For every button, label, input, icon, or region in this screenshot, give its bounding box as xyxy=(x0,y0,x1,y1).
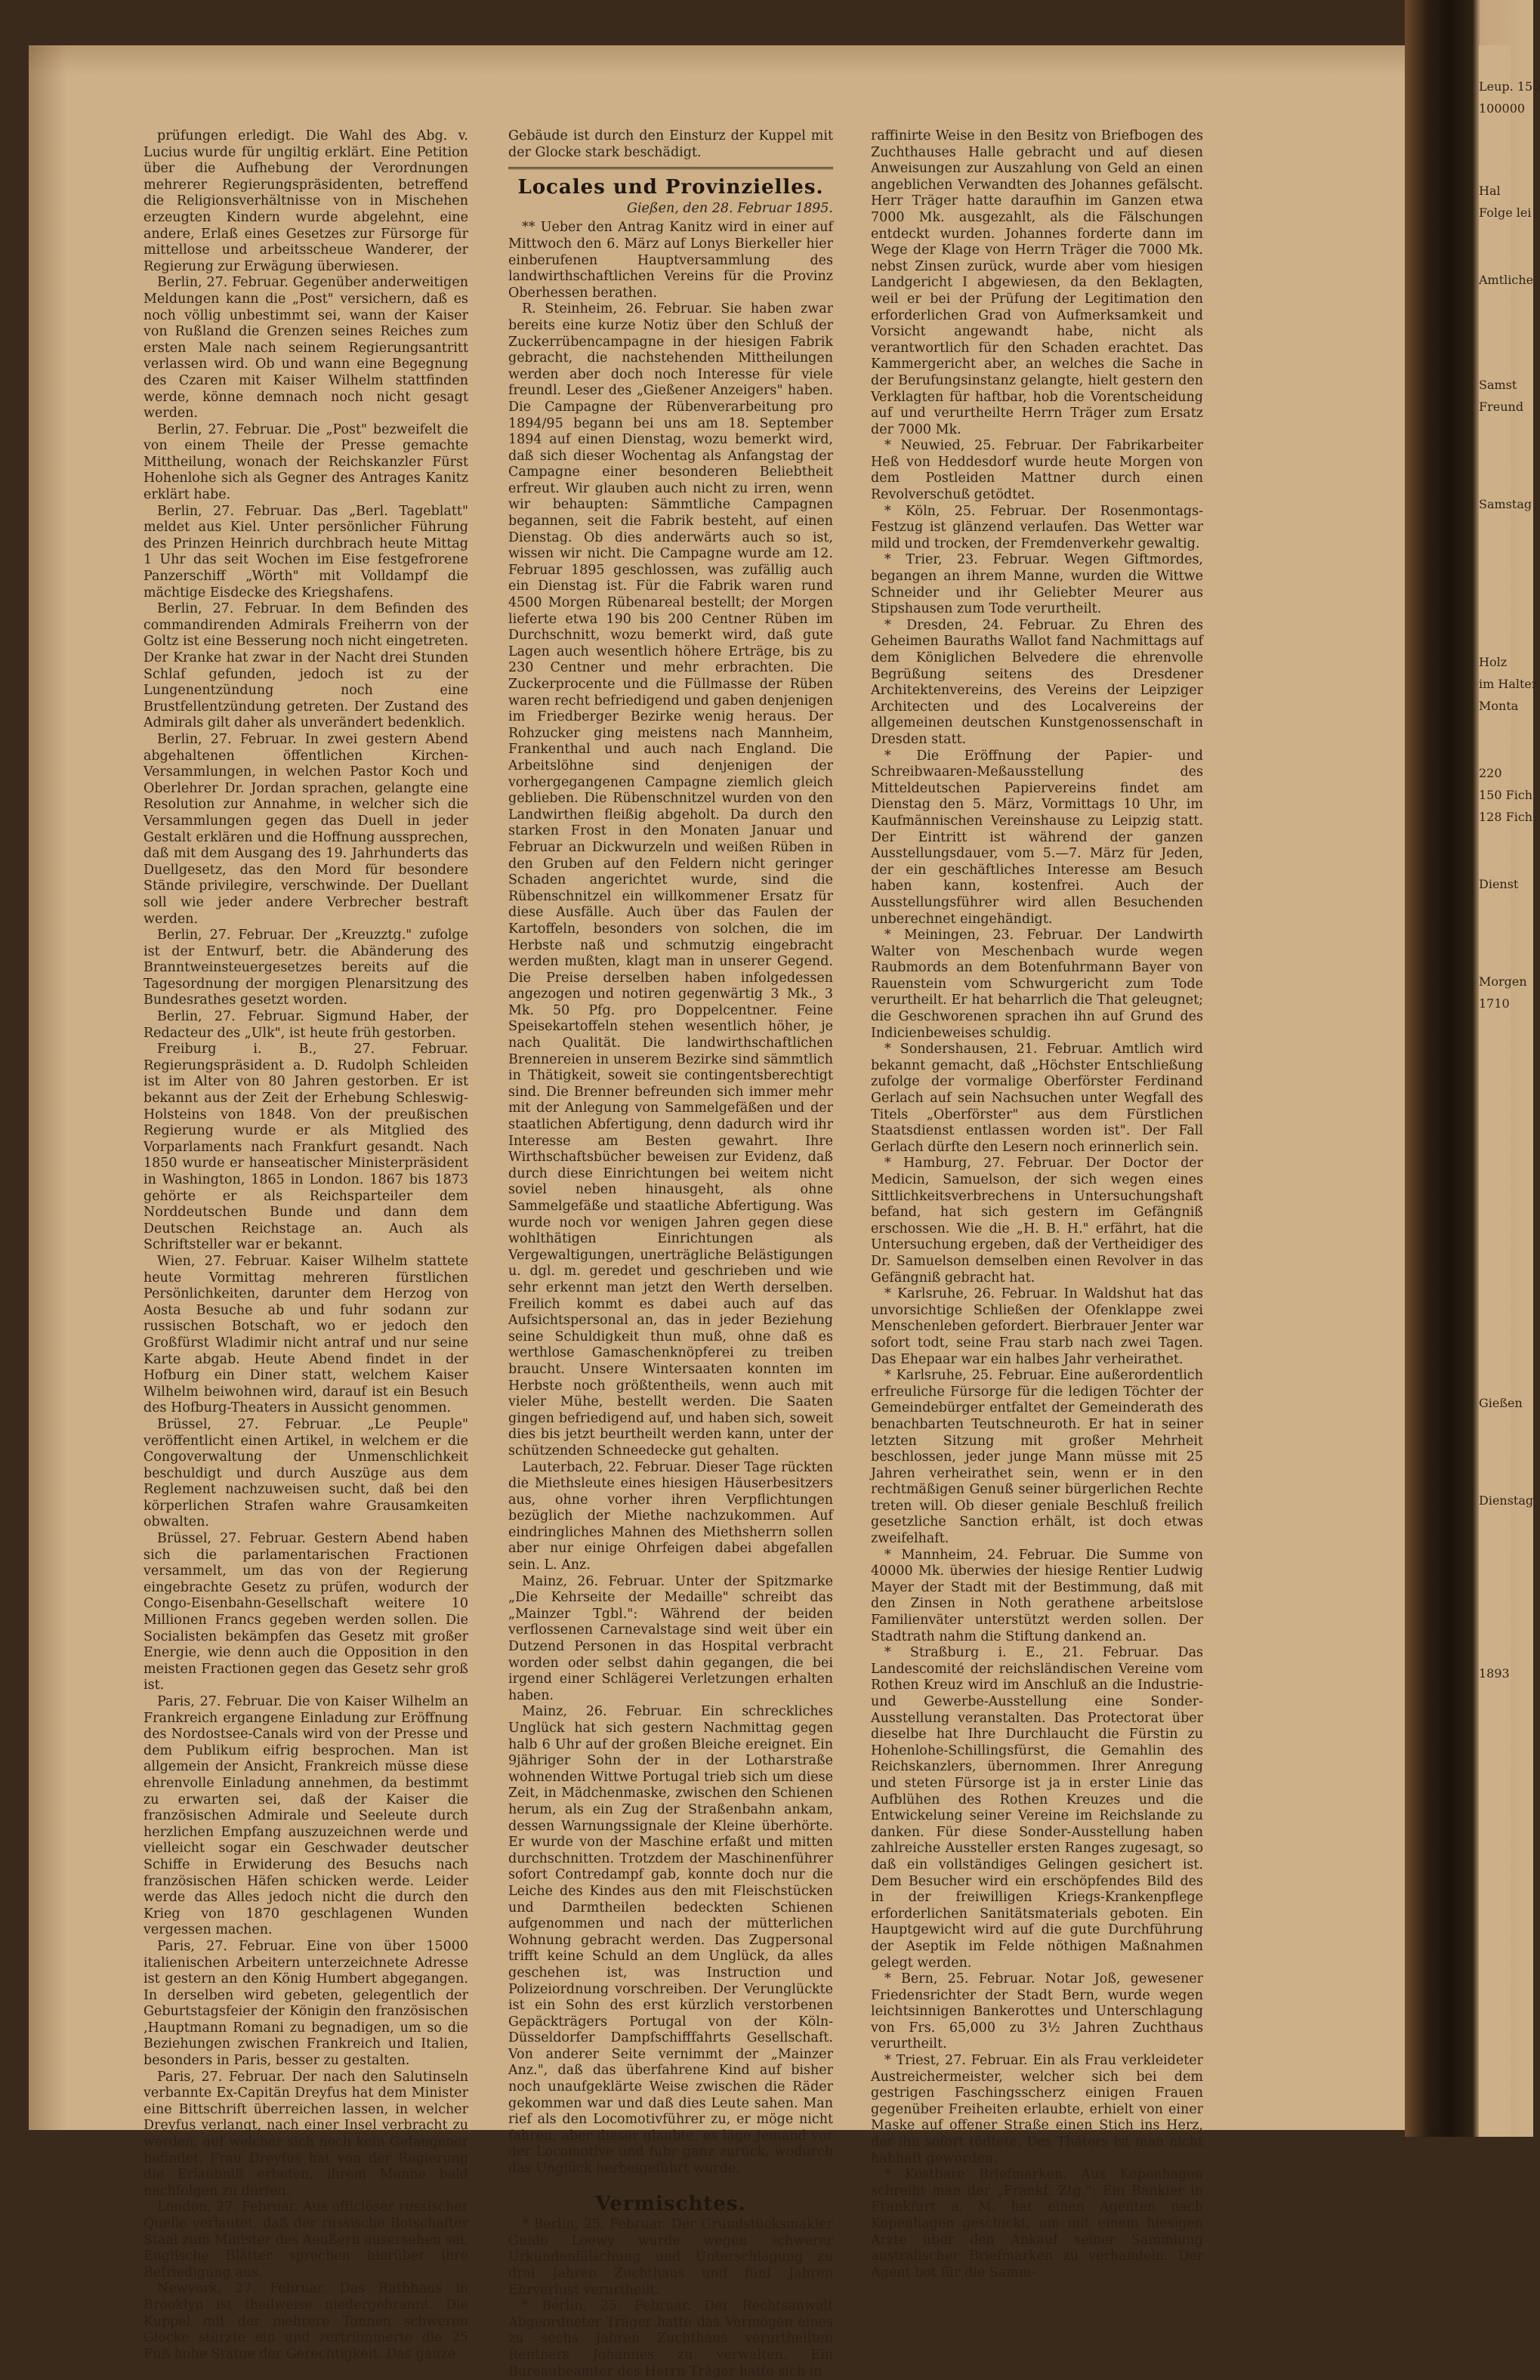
article: prüfungen erledigt. Die Wahl des Abg. v. Lucius wurde für ungiltig erklärt. Eine Petition über die Aufhebung der Verordnungen mehrerer Regierungspräsidenten, betreffend die Religionsverhältnisse von in Mischehen erzeugten Kindern wurde abgelehnt, eine andere, Erlaß eines Gesetzes zur Fürsorge für mittellose und arbeitsscheue Wanderer, der Regierung zur Erwägung überwiesen. xyxy=(144,128,468,274)
fragment: 100000 xyxy=(1479,101,1526,116)
fragment: Samstag xyxy=(1479,497,1532,511)
section-heading-vermischtes: Vermischtes. xyxy=(595,2192,746,2215)
article: * Mannheim, 24. Februar. Die Summe von 40000 Mk. überwies der hiesige Rentier Ludwig Mayer der Stadt mit der Bestimmung, daß mit den Zinsen in Noth gerathene arbeitslose Familienväter unterstützt werden sollen. Der Stadtrath nahm die Stiftung dankend an. xyxy=(871,1547,1203,1644)
article: Paris, 27. Februar. Der nach den Salutinseln verbannte Ex-Capitän Dreyfus hat dem Minister eine Bittschrift überreichen lassen, in welcher Dreyfus verlangt, nach einer Insel verbracht zu werden, auf welcher sich noch kein Gefangener befindet. Frau Dreyfus hat von der Regierung die Erlaubniß erbeten, ihrem Manne bald nachfolgen zu dürfen. xyxy=(144,2069,468,2199)
book-gutter xyxy=(1405,0,1540,2137)
article: Wien, 27. Februar. Kaiser Wilhelm stattete heute Vormittag mehreren fürstlichen Persönlichkeiten, darunter dem Herzog von Aosta Besuche ab und fuhr sodann zur russischen Botschaft, wo er jedoch den Großfürst Wladimir nicht antraf und nur seine Karte abgab. Heute Abend findet in der Hofburg ein Diner statt, welchem Kaiser Wilhelm beiwohnen wird, darauf ist ein Besuch des Hofburg-Theaters in Aussicht genommen. xyxy=(144,1253,468,1416)
article: Berlin, 27. Februar. Das „Berl. Tageblatt" meldet aus Kiel. Unter persönlicher Führung des Prinzen Heinrich durchbrach heute Mittag 1 Uhr das seit Wochen im Eise festgefrorene Panzerschiff „Wörth" mit Volldampf die mächtige Eisdecke des Kriegshafens. xyxy=(144,503,468,600)
article: * Karlsruhe, 26. Februar. In Waldshut hat das unvorsichtige Schließen der Ofenklappe zwei Menschenleben gefordert. Bierbrauer Jenter war sofort todt, seine Frau starb nach zwei Tagen. Das Ehepaar war ein halbes Jahr verheirathet. xyxy=(871,1286,1203,1367)
article: Berlin, 27. Februar. Sigmund Haber, der Redacteur des „Ulk", ist heute früh gestorben. xyxy=(144,1009,468,1041)
fragment: Morgen xyxy=(1479,974,1527,989)
article: Berlin, 27. Februar. In dem Befinden des commandirenden Admirals Freiherrn von der Goltz ist eine Besserung noch nicht eingetreten. Der Kranke hat zwar in der Nacht drei Stunden Schlaf gefunden, jedoch ist zu der Lungenentzündung noch eine Brustfellentzündung getreten. Der Zustand des Admirals gilt daher als unverändert bedenklich. xyxy=(144,601,468,731)
newspaper-page xyxy=(29,45,1449,2379)
section-heading-locales: Locales und Provinzielles. xyxy=(517,176,824,199)
fragment: Dienstag xyxy=(1479,1493,1534,1508)
article: Mainz, 26. Februar. Ein schreckliches Unglück hat sich gestern Nachmittag gegen halb 6 Uhr auf der großen Bleiche ereignet. Ein 9jähriger Sohn der in der Lotharstraße wohnenden Wittwe Portugal trieb sich um diese Zeit, in Mädchenmaske, zwischen den Schienen herum, als ein Zug der Straßenbahn ankam, dessen Warnungssignale der Kleine überhörte. Er wurde von der Maschine erfaßt und mitten durchschnitten. Trotzdem der Maschinenführer sofort Contredampf gab, konnte doch nur die Leiche des Kindes aus den mit Fleischstücken und Darmtheilen bedeckten Schienen aufgenommen und nach der mütterlichen Wohnung gebracht werden. Das Zugpersonal trifft keine Schuld an dem Unglück, da alles geschehen ist, was Instruction und Polizeiordnung vorschreiben. Der Verunglückte ist ein Sohn des erst kürzlich verstorbenen Gepäckträgers Portugal von der Köln-Düsseldorfer Dampfschifffahrts Gesellschaft. Von anderer Seite vernimmt der „Mainzer Anz.", daß das überfahrene Kind auf bisher noch unaufgeklärte Weise zwischen die Räder gekommen war und daß dies Leute sahen. Man rief als den Locomotivführer zu, er möge nicht fahren; aber dieser glaubte, es läge Jemand vor der Locomotive und fuhr ganz zurück, wodurch das Unglück herbeigeführt wurde. xyxy=(508,1704,833,2177)
article: Berlin, 27. Februar. Die „Post" bezweifelt die von einem Theile der Presse gemachte Mittheilung, wonach der Reichskanzler Fürst Hohenlohe sich als Gegner des Antrages Kanitz erklärt habe. xyxy=(144,421,468,503)
article: Newyork, 27. Februar. Das Rathhaus in Brooklyn ist theilweise niedergebrannt. Die Kuppel mit der mehrere Tonnen schweren Glocke stürzte ein und zertrümmerte die 25 Fuß hohe Statue der Gerechtigkeit. Das ganze xyxy=(144,2281,468,2362)
fragment: Amtliche xyxy=(1479,273,1534,287)
fragment: Monta xyxy=(1479,699,1519,713)
article: * Neuwied, 25. Februar. Der Fabrikarbeiter Heß von Heddesdorf wurde heute Morgen von dem Postleiden Mattner durch einen Revolverschuß getödtet. xyxy=(871,438,1203,503)
article: * Meiningen, 23. Februar. Der Landwirth Walter von Meschenbach wurde wegen Raubmords an dem Botenfuhrmann Bayer von Rauenstein vom Schwurgericht zum Tode verurtheilt. Er hat beharrlich die That geleugnet; die Geschworenen sprachen ihn auf Grund des Indicienbeweises schuldig. xyxy=(871,928,1203,1041)
fragment: Freund xyxy=(1479,400,1524,414)
article: * Bern, 25. Februar. Notar Joß, gewesener Friedensrichter der Stadt Bern, wurde wegen leichtsinnigen Bankerottes und Unterschlagung von Frs. 65,000 zu 3½ Jahren Zuchthaus verurtheilt. xyxy=(871,1971,1203,2052)
fragment: Leup. 150 xyxy=(1479,79,1540,94)
article: * Berlin, 25. Februar. Der Grundstücksmakler Guido Loewy wurde wegen schwerer Urkundenfälschung und Unterschlagung zu drei Jahren Zuchthaus und fünf Jahren Ehrverlust verurtheilt. xyxy=(508,2217,833,2298)
divider xyxy=(508,167,833,169)
article: raffinirte Weise in den Besitz von Briefbogen des Zuchthauses Halle gebracht und auf diesen Anweisungen zur Auszahlung von Geld an einen angeblichen Verwandten des Johannes gefälscht. Herr Träger hatte daraufhin im Ganzen etwa 7000 Mk. ausgezahlt, als die Fälschungen entdeckt wurden. Johannes forderte dann im Wege der Klage von Herrn Träger die 7000 Mk. nebst Zinsen zurück, wurde aber vom hiesigen Landgericht I abgewiesen, da den Beklagten, weil er bei der Prüfung der Legitimation den erforderlichen Grad von Aufmerksamkeit und Vorsicht angewandt habe, nicht als verantwortlich für den Schaden erachtet. Das Kammergericht aber, an welches die Sache in der Berufungsinstanz gelangte, hielt gestern den Verklagten für haftbar, hob die Vorentscheidung auf und verurtheilte Herrn Träger zum Ersatz der 7000 Mk. xyxy=(871,128,1203,437)
column-1 xyxy=(144,128,468,2363)
article: Berlin, 27. Februar. Der „Kreuzztg." zufolge ist der Entwurf, betr. die Abänderung des Branntweinsteuergesetzes bereits auf die Tagesordnung der morgigen Plenarsitzung des Bundesrathes gesetzt worden. xyxy=(144,928,468,1008)
article: Paris, 27. Februar. Die von Kaiser Wilhelm an Frankreich ergangene Einladung zur Eröffnung des Nordostsee-Canals wird von der Presse und dem Publikum eifrig besprochen. Man ist allgemein der Ansicht, Frankreich müsse diese ehrenvolle Einladung annehmen, da bestimmt zu erwarten sei, daß der Kaiser die französischen Admirale und Seeleute durch herzlichen Empfang auszuzeichnen werde und vielleicht sogar ein Geschwader deutscher Schiffe in Erwiderung des Besuchs nach französischen Häfen schicken werde. Leider werde das Alles jedoch nicht die durch den Krieg von 1870 geschlagenen Wunden vergessen machen. xyxy=(144,1694,468,1938)
article: Freiburg i. B., 27. Februar. Regierungspräsident a. D. Rudolph Schleiden ist im Alter von 80 Jahren gestorben. Er ist bekannt aus der Zeit der Erhebung Schleswig-Holsteins von 1848. Von der preußischen Regierung wurde er als Mitglied des Vorparlaments nach Frankfurt gesandt. Nach 1850 wurde er hanseatischer Ministerpräsident in Washington, 1865 in London. 1867 bis 1873 gehörte er als Reichsparteiler dem Norddeutschen Bunde und dann dem Deutschen Reichstage an. Auch als Schriftsteller war er bekannt. xyxy=(144,1042,468,1253)
article: Berlin, 27. Februar. In zwei gestern Abend abgehaltenen öffentlichen Kirchen-Versammlungen, in welchen Pastor Koch und Oberlehrer Dr. Jordan sprachen, gelangte eine Resolution zur Annahme, in welcher sich die Versammlungen gegen das Duell in jeder Gestalt erklären und die Hoffnung aussprechen, daß mit dem Ausgang des 19. Jahrhunderts das Duellgesetz, das den Mord für besondere Stände privilegire, verschwinde. Der Duellant soll wie jeder andere Verbrecher bestraft werden. xyxy=(144,731,468,927)
dateline: Gießen, den 28. Februar 1895. xyxy=(626,200,833,216)
fragment: Gießen xyxy=(1479,1396,1523,1410)
fragment: im Halter xyxy=(1479,677,1538,691)
article: Gebäude ist durch den Einsturz der Kuppel mit der Glocke stark beschädigt. xyxy=(508,128,833,160)
article: * Hamburg, 27. Februar. Der Doctor der Medicin, Samuelson, der sich wegen eines Sittlichkeitsverbrechens in Untersuchungshaft befand, hat sich gestern im Gefängniß erschossen. Wie die „H. B. H." erfährt, hat die Untersuchung ergeben, daß der Vertheidiger des Dr. Samuelson demselben einen Revolver in das Gefängniß gebracht hat. xyxy=(871,1156,1203,1286)
article: Paris, 27. Februar. Eine von über 15000 italienischen Arbeitern unterzeichnete Adresse ist gestern an den König Humbert abgegangen. In derselben wird gebeten, gelegentlich der Geburtstagsfeier der Königin den französischen ‚Hauptmann Romani zu begnadigen, um so die Beziehungen zwischen Frankreich und Italien, besonders in Paris, besser zu gestalten. xyxy=(144,1938,468,2069)
article: London, 27. Februar. Aus officiöser russischer Quelle verlautet, daß der russische Botschafter Staal zum Minister des Aeußern ausersehen sei. Englische Blätter sprechen hierüber ihre Befriedigung aus. xyxy=(144,2199,468,2280)
article: Brüssel, 27. Februar. Gestern Abend haben sich die parlamentarischen Fractionen versammelt, um das von der Regierung eingebrachte Gesetz zu prüfen, wodurch der Congo-Eisenbahn-Gesellschaft weitere 10 Millionen Francs gegeben werden sollen. Die Socialisten bekämpfen das Gesetz mit großer Energie, wie denn auch die Opposition in den meisten Fractionen gegen das Gesetz sehr groß ist. xyxy=(144,1531,468,1693)
adjacent-page-edge xyxy=(1479,45,1540,2137)
fragment: 220 xyxy=(1479,766,1502,780)
article: * Triest, 27. Februar. Ein als Frau verkleideter Austreichermeister, welcher sich bei dem gestrigen Faschingsscherz einigen Frauen gegenüber Freiheiten erlaubte, erhielt von einer Maske auf offener Straße einen Stich ins Herz, der ihn sofort tödtete. Des Thäters ist man nicht habhaft geworden. xyxy=(871,2053,1203,2166)
fragment: 1710 xyxy=(1479,996,1510,1011)
article: Brüssel, 27. Februar. „Le Peuple" veröffentlicht einen Artikel, in welchem er die Congoverwaltung der Unmenschlichkeit beschuldigt und durch Auszüge aus dem Reglement nachzuweisen sucht, daß bei den körperlichen Strafen wahre Grausamkeiten obwalten. xyxy=(144,1416,468,1530)
article: * Berlin, 25. Februar. Der Rechtsanwalt Abgeordneter Träger hatte das Vermögen eines zu sechs Jahren Zuchthaus verurtheilten Rentners Johannes zu verwalten. Ein Bureaubeamter des Herrn Träger hatte sich in xyxy=(508,2298,833,2379)
fragment: Dienst xyxy=(1479,877,1519,891)
column-3 xyxy=(871,128,1203,2281)
fragment: 1893 xyxy=(1479,1666,1510,1681)
article: * Straßburg i. E., 21. Februar. Das Landescomité der reichsländischen Vereine vom Rothen Kreuz wird im Anschluß an die Industrie- und Gewerbe-Ausstellung eine Sonder-Ausstellung veranstalten. Das Protectorat über dieselbe hat Ihre Durchlaucht die Fürstin zu Hohenlohe-Schillingsfürst, die Gemahlin des Reichskanzlers, übernommen. Ihrer Anregung und steten Fürsorge ist ja in erster Linie das Aufblühen des Rothen Kreuzes und die Entwickelung seiner Vereine im Reichslande zu danken. Für diese Sonder-Ausstellung haben zahlreiche Aussteller ersten Ranges zugesagt, so daß ein vollständiges Gelingen gesichert ist. Dem Besucher wird ein erschöpfendes Bild des in der freiwilligen Kriegs-Krankenpflege erforderlichen Sanitätsmaterials geboten. Ein Hauptgewicht wird auf die gute Durchführung der Aseptik im Felde nöthigen Maßnahmen gelegt werden. xyxy=(871,1645,1203,1971)
fragment: 128 Fich xyxy=(1479,810,1533,824)
article: * Karlsruhe, 25. Februar. Eine außerordentlich erfreuliche Fürsorge für die ledigen Töchter der Gemeindebürger entfaltet der Gemeinderath des benachbarten Teutschneuroth. Er hat in seiner letzten Sitzung mit großer Mehrheit beschlossen, jeder junge Mann müsse mit 25 Jahren verheirathet sein, wenn er in den rechtmäßigen Genuß seiner bürgerlichen Rechte treten will. Ob dieser geniale Beschluß freilich gesetzliche Sanction erhält, ist doch etwas zweifelhaft. xyxy=(871,1368,1203,1547)
article: * Trier, 23. Februar. Wegen Giftmordes, begangen an ihrem Manne, wurden die Wittwe Schneider und ihr Geliebter Meurer aus Stipshausen zum Tode verurtheilt. xyxy=(871,552,1203,617)
fragment: Samst xyxy=(1479,378,1517,392)
fragment: Folge lei xyxy=(1479,205,1532,220)
column-2 xyxy=(508,128,833,2380)
article: * Köln, 25. Februar. Der Rosenmontags-Festzug ist glänzend verlaufen. Das Wetter war mild und trocken, der Fremdenverkehr gewaltig. xyxy=(871,503,1203,551)
article: ** Ueber den Antrag Kanitz wird in einer auf Mittwoch den 6. März auf Lonys Bierkeller hier einberufenen Hauptversammlung des landwirthschaftlichen Vereins für die Provinz Oberhessen berathen. xyxy=(508,220,833,301)
article: R. Steinheim, 26. Februar. Sie haben zwar bereits eine kurze Notiz über den Schluß der Zuckerrübencampagne in der hiesigen Fabrik gebracht, die nachstehenden Mittheilungen werden aber doch noch Interesse für viele freundl. Leser des „Gießener Anzeigers" haben. Die Campagne der Rübenverarbeitung pro 1894/95 begann bei uns am 18. September 1894 auf einen Dienstag, wozu bemerkt wird, daß sich dieser Wochentag als Anfangstag der Campagne einer besonderen Beliebtheit erfreut. Wir glauben auch nicht zu irren, wenn wir behaupten: Sämmtliche Campagnen begannen, seit die Fabrik besteht, auf einen Dienstag. Ob dies anderwärts auch so ist, wissen wir nicht. Die Campagne wurde am 12. Februar 1895 geschlossen, was zufällig auch ein Dienstag ist. Für die Fabrik waren rund 4500 Morgen Rübenareal bestellt; der Morgen lieferte etwa 190 bis 200 Centner Rüben im Durchschnitt, wozu bemerkt wird, daß gute Lagen auch wesentlich höhere Erträge, bis zu 230 Centner und mehr erbrachten. Die Zuckerprocente und die Füllmasse der Rüben waren recht befriedigend und gaben denjenigen im Friedberger Bezirke wenig heraus. Der Rohzucker ging meistens nach Mannheim, Frankenthal und auch nach England. Die Arbeitslöhne sind denjenigen der vorhergegangenen Campagne ziemlich gleich geblieben. Die Rübenschnitzel wurden von den Landwirthen fleißig abgeholt. Da durch den starken Frost in den Monaten Januar und Februar an Dickwurzeln und weißen Rüben in den Gruben auf den Feldern nicht geringer Schaden angerichtet wurde, sind die Rübenschnitzel ein willkommener Ersatz für diese Ausfälle. Auch über das Faulen der Kartoffeln, besonders von solchen, die im Herbste naß und schmutzig eingebracht werden mußten, klagt man in unserer Gegend. Die Preise derselben haben infolgedessen angezogen und notiren gegenwärtig 3 Mk., 3 Mk. 50 Pfg. pro Doppelcentner. Feine Speisekartoffeln stehen wesentlich höher, je nach Qualität. Die landwirthschaftlichen Brennereien in unserem Bezirke sind sämmtlich in Thätigkeit, soweit sie contingentsberechtigt sind. Die Brenner befreunden sich immer mehr mit der Anlegung von Sammelgefäßen und der staatlichen Abfertigung, denn dadurch wird ihr Interesse am Besten gewahrt. Ihre Wirthschaftsbücher beweisen zur Evidenz, daß durch diese Einrichtungen bei weitem nicht soviel neben hinausgeht, als ohne Sammelgefäße und staatliche Abfertigung. Was wurde noch vor wenigen Jahren gegen diese wohlthätigen Einrichtungen als Vergewaltigungen, unerträgliche Belästigungen u. dgl. m. geredet und geschrieben und wie sehr erkennt man jetzt den Werth derselben. Freilich kommt es dabei auch auf das Aufsichtspersonal an, das in jeder Beziehung seine Schuldigkeit thun muß, ohne daß es werthlose Gamaschenknöpferei zu treiben braucht. Unsere Wintersaaten konnten im Herbste noch größtentheils, wenn auch mit vieler Mühe, bestellt werden. Die Saaten gingen befriedigend auf, und haben sich, soweit dies bis jetzt beurtheilt werden kann, unter der schützenden Schneedecke gut gehalten. xyxy=(508,301,833,1459)
fragment: 150 Fich xyxy=(1479,788,1533,802)
fragment: Holz xyxy=(1479,655,1508,669)
article: Mainz, 26. Februar. Unter der Spitzmarke „Die Kehrseite der Medaille" schreibt das „Mainzer Tgbl.": Während der beiden verflossenen Carnevalstage sind weit über ein Dutzend Personen in das Hospital verbracht worden oder selbst dahin gegangen, die bei irgend einer Schlägerei Verletzungen erhalten haben. xyxy=(508,1573,833,1703)
article: * Dresden, 24. Februar. Zu Ehren des Geheimen Bauraths Wallot fand Nachmittags auf dem Königlichen Belvedere die ehrenvolle Begrüßung seitens des Dresdener Architektenvereins, des Vereins der Leipziger Architecten und des Localvereins der allgemeinen deutschen Kunstgenossenschaft in Dresden statt. xyxy=(871,617,1203,747)
article: * Die Eröffnung der Papier- und Schreibwaaren-Meßausstellung des Mitteldeutschen Papiervereins findet am Dienstag den 5. März, Vormittags 10 Uhr, im Kaufmännischen Vereinshause zu Leipzig statt. Der Eintritt ist während der ganzen Ausstellungsdauer, vom 5.—7. März für Jeden, der ein geschäftliches Interesse am Besuch haben kann, kostenfrei. Auch der Ausstellungsführer wird allen Besuchenden unberechnet eingehändigt. xyxy=(871,748,1203,927)
article: * Kostbare Briefmarken. Aus Kopenhagen schreibt man der „Frankf. Ztg.": Ein Bankier in Frankfurt a. M. hat einen Agenten nach Kopenhagen geschickt, um mit einem hiesigen Arzte über den Ankauf seiner Sammlung australischer Briefmarken zu verhandeln. Der Agent bot für die Samm- xyxy=(871,2167,1203,2280)
article: Berlin, 27. Februar. Gegenüber anderweitigen Meldungen kann die „Post" versichern, daß es noch völlig unbestimmt sei, wann der Kaiser von Rußland die Grenzen seines Reiches zum ersten Male nach seinem Regierungsantritt verlassen wird. Ob und wann eine Begegnung des Czaren mit Kaiser Wilhelm stattfinden werde, könne demnach noch nicht gesagt werden. xyxy=(144,275,468,421)
article: * Sondershausen, 21. Februar. Amtlich wird bekannt gemacht, daß „Höchster Entschließung zufolge der vormalige Oberförster Ferdinand Gerlach auf sein Nachsuchen unter Wegfall des Titels „Oberförster" aus dem Fürstlichen Staatsdienst entlassen worden ist". Der Fall Gerlach dürfte den Lesern noch erinnerlich sein. xyxy=(871,1042,1203,1155)
article: Lauterbach, 22. Februar. Dieser Tage rückten die Miethsleute eines hiesigen Häuserbesitzers aus, ohne vorher ihren Verpflichtungen bezüglich der Miethe nachzukommen. Auf eindringliches Mahnen des Miethsherrn sollen aber nur einige Ohrfeigen dabei abgefallen sein. L. Anz. xyxy=(508,1459,833,1573)
divider xyxy=(508,2184,833,2186)
fragment: Hal xyxy=(1479,184,1501,198)
